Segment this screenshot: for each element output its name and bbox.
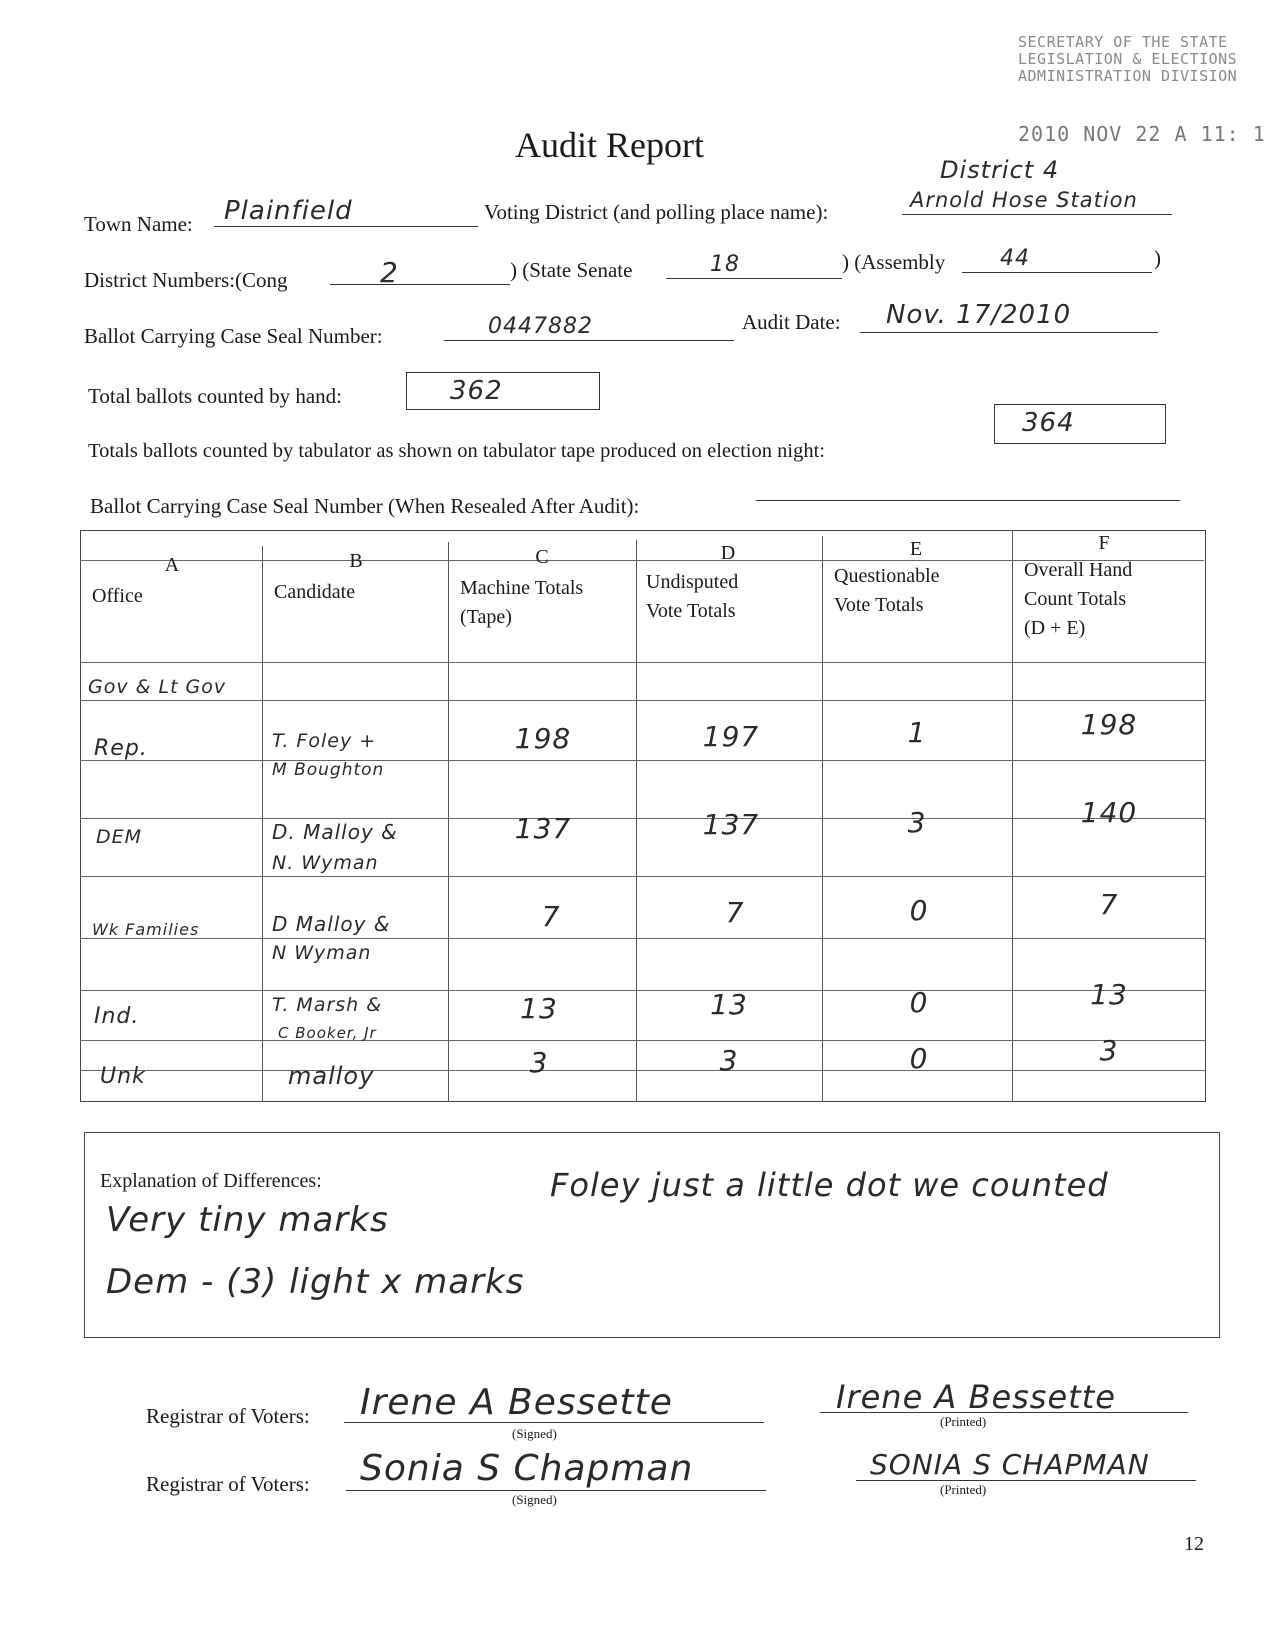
row-wf-undisputed: 7 (725, 896, 745, 929)
header-office-line: Office (92, 585, 143, 607)
row-unk-candidate-1: malloy (288, 1062, 375, 1090)
registrar-2-signed: Sonia S Chapman (360, 1448, 694, 1489)
row-rep-candidate-1: T. Foley + (272, 730, 377, 752)
header-undisputed-line-2: Vote Totals (646, 600, 736, 622)
header-machine-totals (460, 574, 583, 632)
table-col-divider (262, 546, 263, 1102)
state-senate-value: 18 (710, 252, 740, 277)
explanation-line-2: Dem - (3) light x marks (106, 1262, 525, 1302)
district-numbers-label: District Numbers:(Cong (84, 268, 288, 292)
registrar-1-label: Registrar of Voters: (146, 1404, 310, 1428)
hand-total-box (406, 372, 600, 410)
row-dem-machine: 137 (514, 812, 572, 845)
header-undisputed (646, 568, 738, 626)
header-machine-line-1: Machine Totals (460, 577, 584, 599)
row-wf-overall: 7 (1099, 888, 1119, 921)
stamp-date: 2010 NOV 22 A 11: 1 (1018, 122, 1266, 146)
explanation-line-1a: Very tiny marks (106, 1200, 389, 1240)
row-dem-questionable: 3 (907, 806, 927, 839)
registrar-1-signed-line (344, 1422, 764, 1423)
row-ind-office: Ind. (94, 1004, 140, 1029)
header-office (92, 582, 143, 611)
table-col-divider (448, 542, 449, 1102)
row-rep-office: Rep. (94, 736, 148, 761)
row-unk-undisputed: 3 (719, 1044, 739, 1077)
row-unk-overall: 3 (1099, 1034, 1119, 1067)
cong-value: 2 (380, 256, 399, 289)
explanation-line-1b: Foley just a little dot we counted (550, 1166, 1109, 1204)
table-col-divider (636, 540, 637, 1102)
registrar-1-signed: Irene A Bessette (360, 1382, 673, 1423)
town-label: Town Name: (84, 212, 193, 236)
audit-date-underline (860, 332, 1158, 333)
registrar-2-signed-caption: (Signed) (512, 1492, 557, 1507)
row-ind-questionable: 0 (909, 986, 929, 1019)
header-overall-line-3: (D + E) (1024, 617, 1086, 639)
header-overall-line-2: Count Totals (1024, 588, 1127, 610)
district-value-top: District 4 (940, 156, 1060, 184)
row-dem-overall: 140 (1080, 796, 1138, 829)
table-col-divider (1012, 530, 1013, 1102)
row-wf-questionable: 0 (909, 894, 929, 927)
col-letter-e: E (909, 538, 923, 560)
audit-date-label: Audit Date: (742, 310, 841, 334)
tabulator-total-value: 364 (1022, 408, 1075, 438)
row-wf-office: Wk Families (92, 920, 200, 939)
received-stamp (1018, 34, 1258, 85)
registrar-1-printed-line (820, 1412, 1188, 1413)
registrar-2-printed: SONIA S CHAPMAN (870, 1448, 1150, 1481)
stamp-line-3: ADMINISTRATION DIVISION (1018, 67, 1238, 85)
hand-total-label: Total ballots counted by hand: (88, 384, 342, 408)
table-row-divider (80, 876, 1206, 877)
town-underline (214, 226, 478, 227)
reseal-underline (756, 500, 1180, 501)
col-letter-f: F (1098, 532, 1110, 554)
tabulator-total-label: Totals ballots counted by tabulator as shown on tabulator tape produced on election night: (88, 440, 825, 462)
table-row-divider (80, 818, 1206, 819)
page-number: 12 (1184, 1533, 1204, 1555)
registrar-1-printed-caption: (Printed) (940, 1414, 987, 1429)
table-row-divider (80, 1070, 1206, 1071)
seal-number-value: 0447882 (488, 314, 593, 339)
state-senate-label: ) (State Senate (510, 258, 633, 282)
row-dem-office: DEM (96, 826, 143, 848)
state-senate-underline (666, 278, 842, 279)
district-underline (902, 214, 1172, 215)
registrar-1-printed: Irene A Bessette (836, 1378, 1116, 1416)
row-rep-machine: 198 (514, 722, 572, 755)
row-rep-undisputed: 197 (702, 720, 760, 753)
row-ind-candidate-1: T. Marsh & (272, 994, 383, 1016)
col-letter-c: C (535, 546, 549, 568)
page-title: Audit Report (515, 125, 704, 165)
row-ind-machine: 13 (520, 992, 558, 1025)
registrar-2-printed-caption: (Printed) (940, 1482, 987, 1497)
row-dem-undisputed: 137 (702, 808, 760, 841)
assembly-label: ) (Assembly (842, 250, 946, 274)
district-value: Arnold Hose Station (910, 188, 1138, 212)
header-overall (1024, 556, 1132, 643)
row-rep-questionable: 1 (907, 716, 927, 749)
header-overall-line-1: Overall Hand (1024, 559, 1133, 581)
stamp-line-2: LEGISLATION & ELECTIONS (1018, 50, 1238, 68)
col-letter-a: A (164, 554, 180, 576)
table-col-divider (822, 536, 823, 1102)
seal-number-label: Ballot Carrying Case Seal Number: (84, 324, 383, 348)
district-label: Voting District (and polling place name): (484, 200, 829, 224)
row-dem-candidate-1: D. Malloy & (272, 820, 398, 844)
cong-underline (330, 284, 510, 285)
table-row-divider (80, 990, 1206, 991)
row-wf-candidate-1: D Malloy & (272, 912, 391, 936)
seal-number-underline (444, 340, 734, 341)
row-ind-undisputed: 13 (710, 988, 748, 1021)
explanation-label: Explanation of Differences: (100, 1170, 322, 1192)
row-ind-overall: 13 (1090, 978, 1128, 1011)
row-rep-candidate-2: M Boughton (272, 760, 385, 780)
assembly-value: 44 (1000, 246, 1030, 271)
row-unk-machine: 3 (529, 1046, 549, 1079)
hand-total-value: 362 (450, 376, 503, 406)
header-candidate-line: Candidate (274, 581, 356, 603)
assembly-close: ) (1154, 246, 1161, 270)
header-questionable (834, 562, 940, 620)
header-questionable-line-1: Questionable (834, 565, 940, 587)
table-row-divider (80, 700, 1206, 701)
audit-date-value: Nov. 17/2010 (886, 300, 1072, 330)
assembly-underline (962, 272, 1152, 273)
registrar-2-label: Registrar of Voters: (146, 1472, 310, 1496)
registrar-2-signed-line (346, 1490, 766, 1491)
header-machine-line-2: (Tape) (460, 606, 512, 628)
row-rep-overall: 198 (1080, 708, 1138, 741)
col-letter-b: B (349, 550, 363, 572)
row-wf-candidate-2: N Wyman (272, 942, 372, 964)
header-undisputed-line-1: Undisputed (646, 571, 739, 593)
registrar-2-printed-line (856, 1480, 1196, 1481)
reseal-label: Ballot Carrying Case Seal Number (When Resealed After Audit): (90, 494, 640, 518)
row-unk-questionable: 0 (909, 1042, 929, 1075)
col-letter-d: D (720, 542, 736, 564)
registrar-1-signed-caption: (Signed) (512, 1426, 557, 1441)
town-value: Plainfield (224, 196, 353, 226)
office-heading: Gov & Lt Gov (88, 676, 227, 698)
row-dem-candidate-2: N. Wyman (272, 852, 379, 874)
header-questionable-line-2: Vote Totals (834, 594, 924, 616)
table-row-divider (80, 938, 1206, 939)
row-unk-office: Unk (100, 1064, 146, 1089)
table-row-divider (80, 1040, 1206, 1041)
row-wf-machine: 7 (541, 900, 561, 933)
table-row-divider (80, 662, 1206, 663)
tabulator-total-box (994, 404, 1166, 444)
stamp-line-1: SECRETARY OF THE STATE (1018, 33, 1228, 51)
row-ind-candidate-2: C Booker, Jr (278, 1024, 377, 1042)
header-candidate (274, 578, 355, 607)
table-row-divider (80, 760, 1206, 761)
